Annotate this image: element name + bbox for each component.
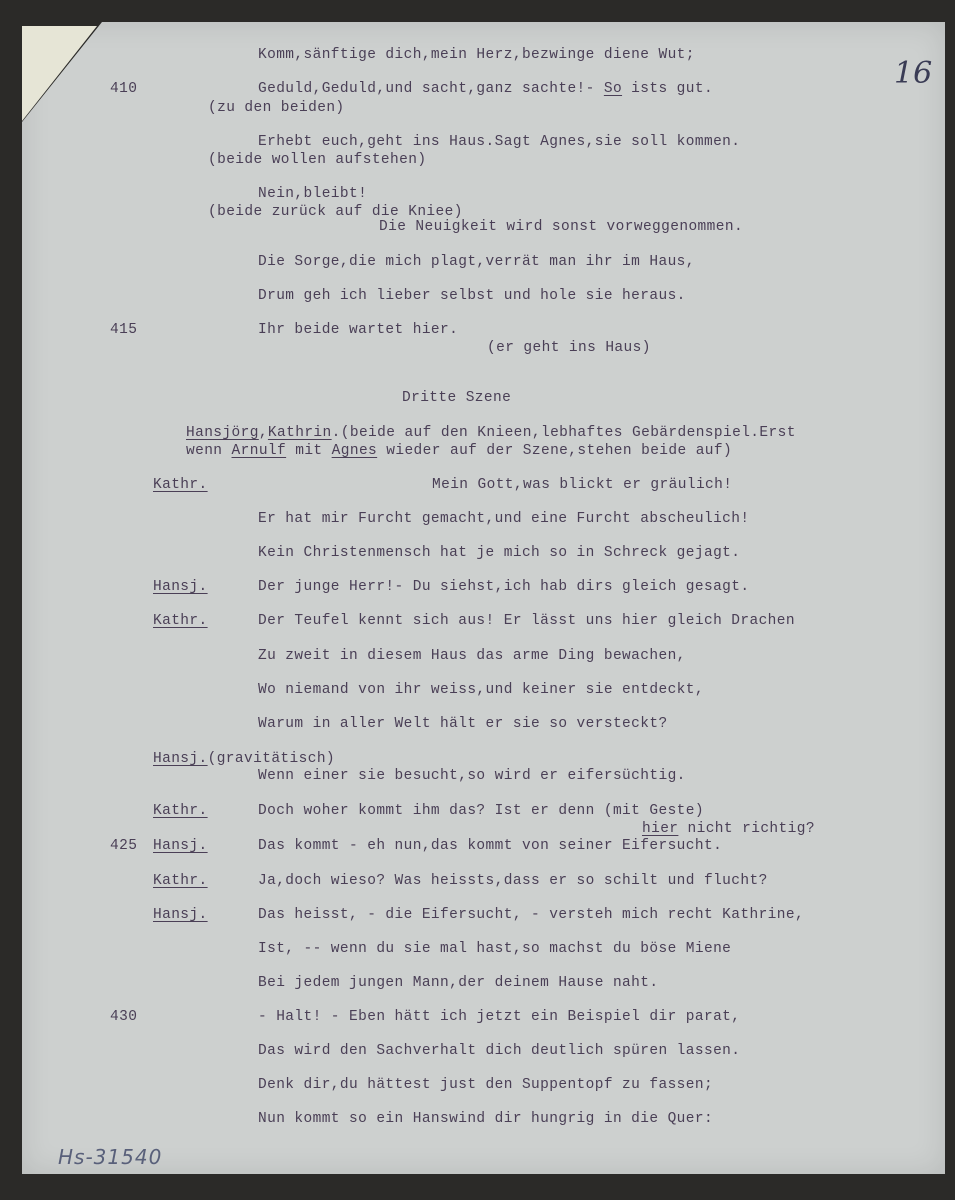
speaker-label: Hansj. <box>153 838 208 854</box>
verse-line: Nun kommt so ein Hanswind dir hungrig in die Quer: <box>258 1111 714 1127</box>
stage-direction: (zu den beiden) <box>208 100 345 116</box>
speaker-label: Kathr. <box>153 613 208 629</box>
speaker-label: Kathr. <box>153 803 208 819</box>
line-number: 430 <box>110 1009 138 1025</box>
stage-direction: (er geht ins Haus) <box>487 340 651 356</box>
verse-line: Wenn einer sie besucht,so wird er eifersüchtig. <box>258 768 686 784</box>
stage-direction: (beide zurück auf die Kniee) <box>208 204 463 220</box>
line-number: 410 <box>110 81 138 97</box>
verse-line: Der junge Herr!- Du siehst,ich hab dirs gleich gesagt. <box>258 579 750 595</box>
verse-line: Bei jedem jungen Mann,der deinem Hause naht. <box>258 975 659 991</box>
verse-line: Das kommt - eh nun,das kommt von seiner Eifersucht. <box>258 838 723 854</box>
stage-direction: (beide wollen aufstehen) <box>208 152 427 168</box>
verse-line: Drum geh ich lieber selbst und hole sie heraus. <box>258 288 686 304</box>
verse-line: Er hat mir Furcht gemacht,und eine Furcht abscheulich! <box>258 511 750 527</box>
verse-line: Die Neuigkeit wird sonst vorweggenommen. <box>379 219 744 235</box>
stage-direction: wenn Arnulf mit Agnes wieder auf der Szene,stehen beide auf) <box>186 443 733 459</box>
verse-line: Der Teufel kennt sich aus! Er lässt uns hier gleich Drachen <box>258 613 795 629</box>
verse-line: Komm,sänftige dich,mein Herz,bezwinge diene Wut; <box>258 47 695 63</box>
verse-line: - Halt! - Eben hätt ich jetzt ein Beispiel dir parat, <box>258 1009 741 1025</box>
verse-line: Ihr beide wartet hier. <box>258 322 459 338</box>
stage-direction: Hansjörg,Kathrin.(beide auf den Knieen,lebhaftes Gebärdenspiel.Erst <box>186 425 796 441</box>
manuscript-page <box>22 22 945 1174</box>
verse-line: Doch woher kommt ihm das? Ist er denn (mit Geste) <box>258 803 704 819</box>
verse-line: Geduld,Geduld,und sacht,ganz sachte!- So ists gut. <box>258 81 714 97</box>
verse-line: Ist, -- wenn du sie mal hast,so machst du böse Miene <box>258 941 732 957</box>
verse-line: Warum in aller Welt hält er sie so versteckt? <box>258 716 668 732</box>
speaker-label: Kathr. <box>153 873 208 889</box>
verse-line: Zu zweit in diesem Haus das arme Ding bewachen, <box>258 648 686 664</box>
verse-line: Wo niemand von ihr weiss,und keiner sie entdeckt, <box>258 682 704 698</box>
speaker-label: Hansj. <box>153 907 208 923</box>
verse-line: Kein Christenmensch hat je mich so in Schreck gejagt. <box>258 545 741 561</box>
speaker-label: Hansj. <box>153 579 208 595</box>
folded-corner <box>22 26 97 121</box>
verse-line: Das wird den Sachverhalt dich deutlich spüren lassen. <box>258 1043 741 1059</box>
line-number: 415 <box>110 322 138 338</box>
verse-line: Denk dir,du hättest just den Suppentopf zu fassen; <box>258 1077 714 1093</box>
verse-line: Erhebt euch,geht ins Haus.Sagt Agnes,sie soll kommen. <box>258 134 741 150</box>
archive-shelfmark: Hs-31540 <box>58 1145 163 1169</box>
line-number: 425 <box>110 838 138 854</box>
verse-line: Mein Gott,was blickt er gräulich! <box>432 477 733 493</box>
verse-line: Das heisst, - die Eifersucht, - versteh mich recht Kathrine, <box>258 907 805 923</box>
verse-line: Ja,doch wieso? Was heissts,dass er so schilt und flucht? <box>258 873 768 889</box>
speaker-label: Hansj.(gravitätisch) <box>153 751 336 767</box>
verse-line: Nein,bleibt! <box>258 186 368 202</box>
verse-line: hier nicht richtig? <box>642 821 815 837</box>
verse-line: Die Sorge,die mich plagt,verrät man ihr im Haus, <box>258 254 695 270</box>
speaker-label: Kathr. <box>153 477 208 493</box>
folio-number: 16 <box>894 56 933 91</box>
scene-heading: Dritte Szene <box>402 390 512 406</box>
